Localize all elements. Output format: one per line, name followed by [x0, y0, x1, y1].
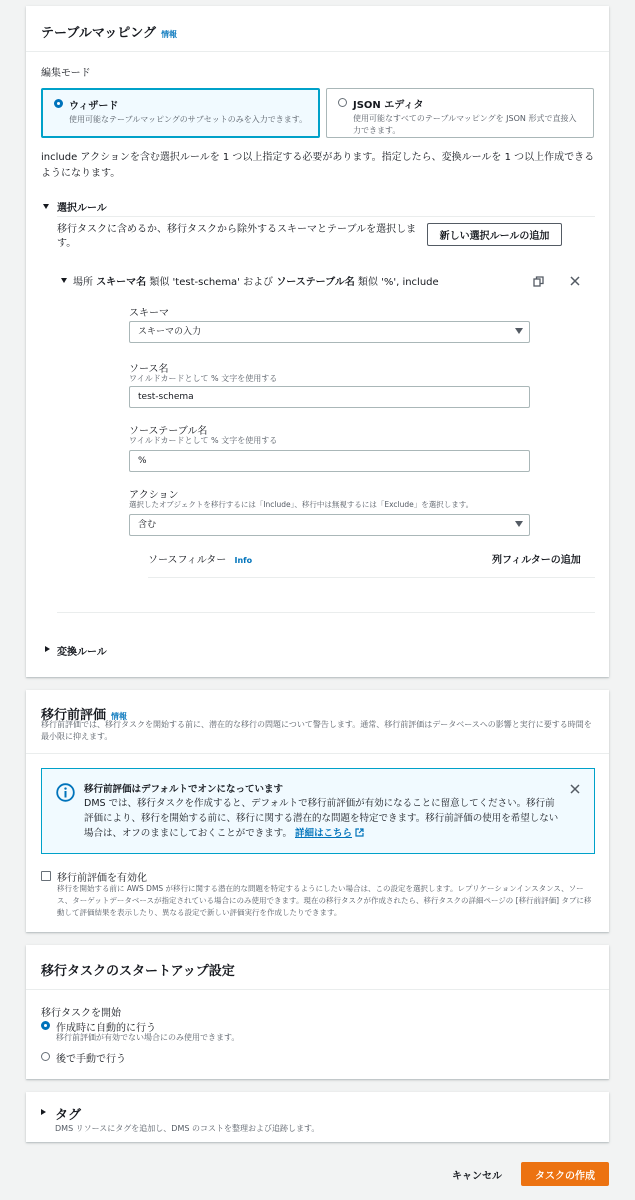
divider [148, 577, 595, 578]
create-task-button[interactable]: タスクの作成 [521, 1162, 609, 1186]
premigration-alert [41, 768, 595, 854]
action-select-value: 含む [138, 520, 157, 530]
wizard-tile[interactable] [41, 88, 320, 138]
info-link[interactable]: 情報 [161, 30, 178, 39]
alert-title: 移行前評価はデフォルトでオンになっています [84, 784, 284, 795]
source-filter-heading [148, 551, 252, 566]
table-mapping-header [26, 6, 609, 52]
manual-start-radio[interactable] [41, 1052, 50, 1061]
action-hint: 選択したオブジェクトを移行するには「Include」、移行中は無視するには「Exclude」を選択します。 [129, 500, 474, 509]
manual-start-label[interactable]: 後で手動で行う [56, 1054, 126, 1065]
table-mapping-panel [26, 6, 609, 677]
start-task-label: 移行タスクを開始 [41, 1008, 121, 1019]
page-title: テーブルマッピング [41, 26, 157, 41]
source-name-hint: ワイルドカードとして % 文字を使用する [129, 374, 278, 383]
tags-panel [26, 1092, 609, 1142]
wizard-radio[interactable] [54, 99, 63, 108]
premigration-header [26, 690, 609, 754]
selection-rule-notice: include アクションを含む選択ルールを 1 つ以上指定する必要があります。指定したら、変換ルールを 1 つ以上作成できるようになります。 [41, 152, 595, 179]
schema-select-value: スキーマの入力 [138, 327, 202, 337]
auto-start-label[interactable]: 作成時に自動的に行う [56, 1023, 156, 1034]
premigration-title: 移行前評価 [41, 708, 107, 723]
json-editor-title: JSON エディタ [353, 100, 424, 111]
chevron-down-icon [515, 521, 523, 527]
auto-start-description: 移行前評価が有効でない場合にのみ使用できます。 [56, 1033, 240, 1042]
source-table-name-input[interactable]: % [129, 450, 530, 472]
source-name-input[interactable]: test-schema [129, 386, 530, 408]
add-selection-rule-button[interactable]: 新しい選択ルールの追加 [427, 223, 562, 246]
tags-description: DMS リソースにタグを追加し、DMS のコストを整理および追跡します。 [55, 1124, 320, 1133]
cancel-button[interactable]: キャンセル [452, 1171, 502, 1182]
alert-body: DMS では、移行タスクを作成すると、デフォルトで移行前評価が有効になることに留意してください。移行前評価により、移行を開始する前に、移行に関する潜在的な問題を特定できます。移行前評価の使用を希望しない場合は、オフのままにしておくことができます。 詳細はこちら [84, 798, 559, 839]
source-table-name-label: ソーステーブル名 [129, 426, 208, 437]
action-select[interactable] [129, 514, 530, 536]
selection-rules-toggle-icon[interactable] [43, 204, 49, 209]
close-icon[interactable] [570, 276, 580, 286]
selection-rules-title[interactable]: 選択ルール [57, 203, 107, 214]
transformation-rules-toggle-icon[interactable] [45, 646, 50, 652]
add-column-filter-button[interactable]: 列フィルターの追加 [492, 555, 581, 566]
tags-title[interactable]: タグ [55, 1108, 82, 1123]
enable-premigration-label[interactable]: 移行前評価を有効化 [57, 873, 147, 884]
json-editor-description: 使用可能なすべてのテーブルマッピングを JSON 形式で直接入力できます。 [353, 114, 577, 135]
startup-panel [26, 945, 609, 1079]
action-label: アクション [129, 490, 179, 501]
learn-more-link[interactable]: 詳細はこちら [295, 828, 353, 839]
enable-premigration-description: 移行を開始する前に AWS DMS が移行に関する潜在的な問題を特定するようにしたい場合は、この設定を選択します。レプリケーションインスタンス、ソース、ターゲットデータベースが指定されている場合にのみ使用できます。現在の移行タスクが作成されたら、移行タスクの詳細ページの [移行前評価] タブに移動して評価結果を表示したり、異なる設定で新しい評価実行を作成したりできます。 [57, 884, 592, 917]
startup-title: 移行タスクのスタートアップ設定 [41, 964, 235, 979]
wizard-title: ウィザード [69, 101, 119, 112]
divider [57, 216, 595, 217]
rule-summary[interactable]: 場所 スキーマ名 類似 'test-schema' および ソーステーブル名 類似 '%', include [73, 277, 439, 288]
premigration-panel [26, 690, 609, 932]
edit-mode-label: 編集モード [41, 68, 91, 79]
source-filter-label: ソースフィルター [148, 555, 227, 566]
enable-premigration-checkbox[interactable] [41, 871, 51, 881]
rule-toggle-icon[interactable] [61, 278, 67, 283]
transformation-rules-title[interactable]: 変換ルール [57, 647, 107, 658]
wizard-description: 使用可能なテーブルマッピングのサブセットのみを入力できます。 [69, 115, 308, 124]
chevron-down-icon [515, 328, 523, 334]
copy-icon[interactable] [533, 276, 544, 287]
auto-start-radio[interactable] [41, 1021, 50, 1030]
startup-header [26, 945, 609, 990]
tags-toggle-icon[interactable] [41, 1109, 46, 1115]
json-editor-tile[interactable] [326, 88, 594, 138]
premigration-info-link[interactable]: 情報 [111, 712, 128, 721]
source-table-name-hint: ワイルドカードとして % 文字を使用する [129, 436, 278, 445]
source-filter-info-link[interactable]: Info [234, 556, 253, 565]
json-editor-radio[interactable] [338, 98, 347, 107]
selection-rules-description: 移行タスクに含めるか、移行タスクから除外するスキーマとテーブルを選択します。 [57, 224, 417, 249]
info-icon [56, 783, 75, 802]
divider [57, 612, 595, 613]
premigration-description: 移行前評価では、移行タスクを開始する前に、潜在的な移行の問題について警告します。通常、移行前評価はデータベースへの影響と実行に要する時間を最小限に抑えます。 [41, 720, 592, 741]
schema-select[interactable] [129, 321, 530, 343]
source-name-label: ソース名 [129, 364, 169, 375]
schema-label: スキーマ [129, 308, 169, 319]
external-link-icon[interactable] [355, 828, 364, 837]
alert-close-icon[interactable] [570, 784, 580, 794]
